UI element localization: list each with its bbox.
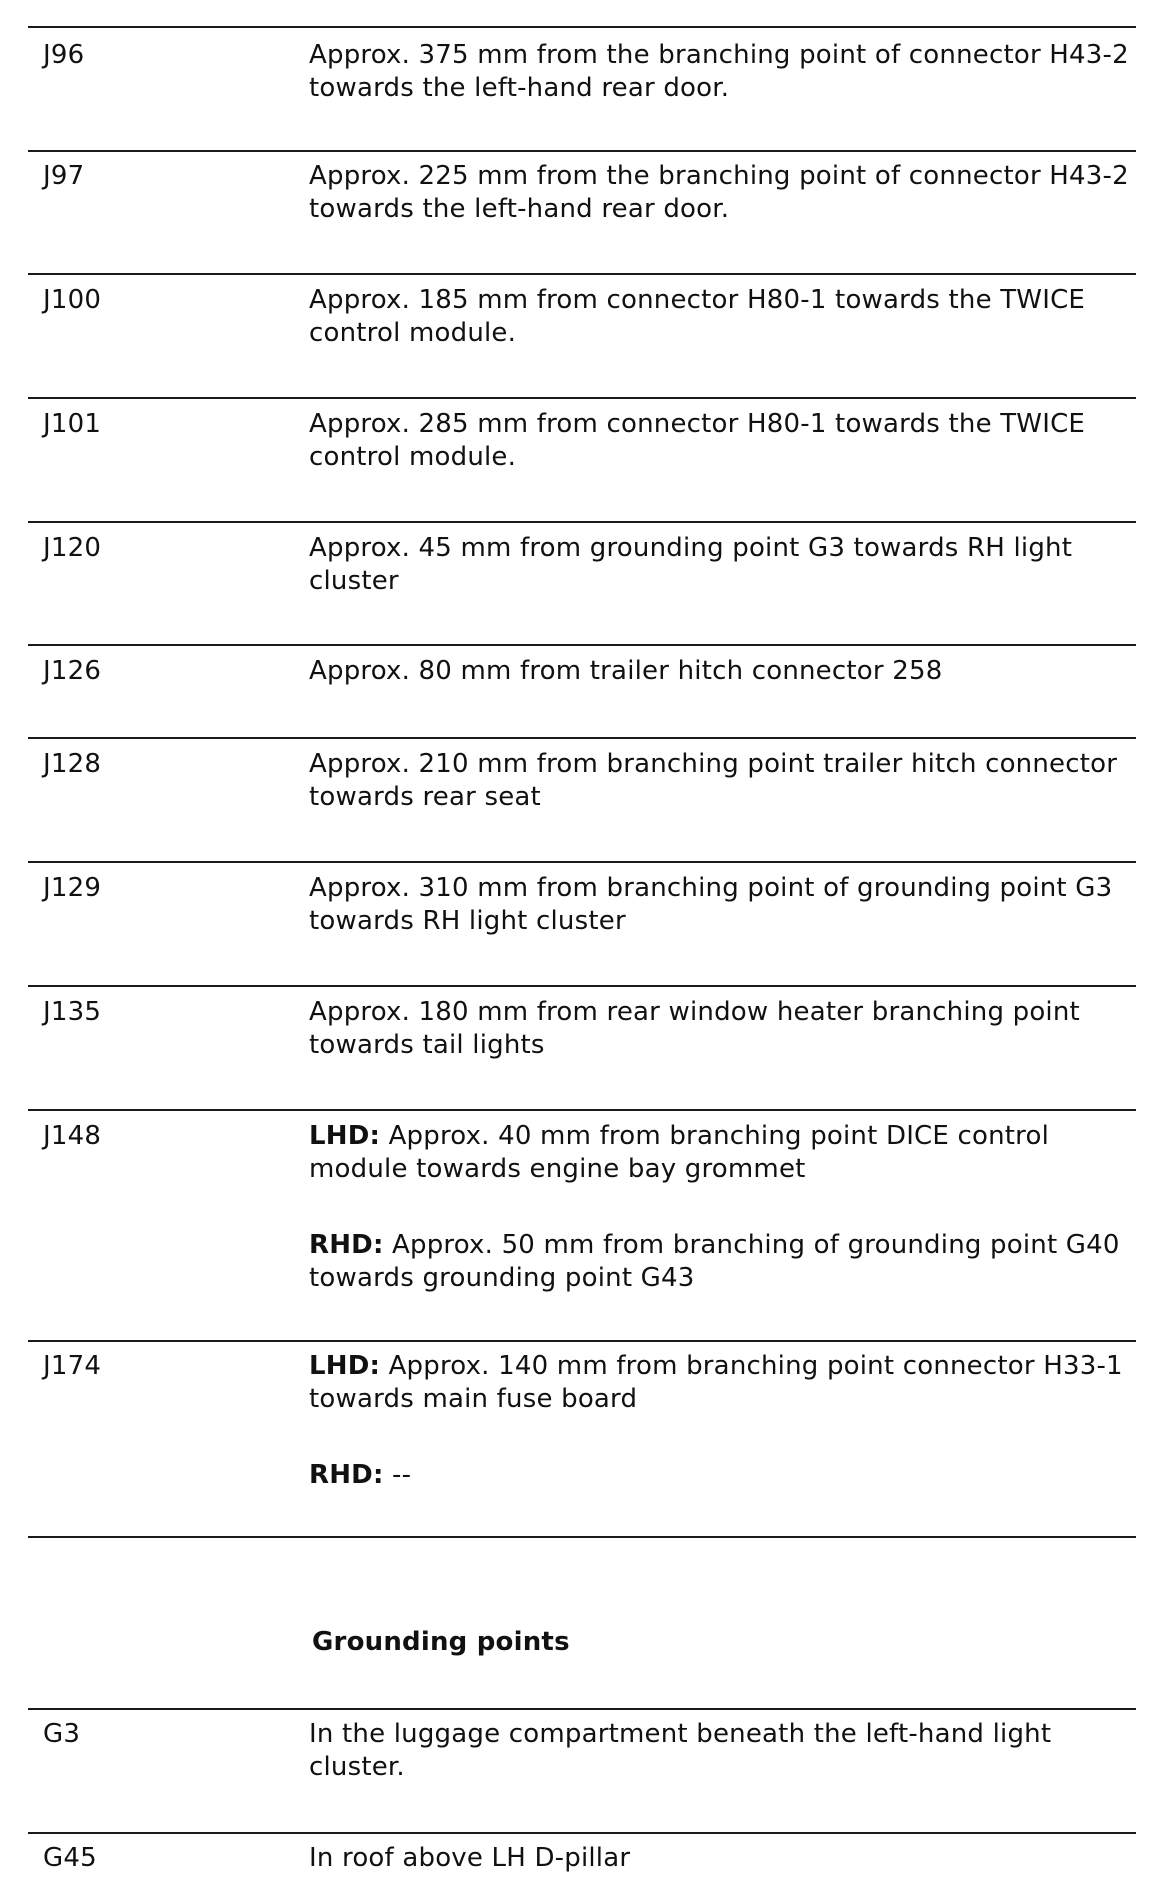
row-divider (28, 150, 1136, 152)
junction-code: J97 (43, 161, 85, 191)
rhd-label: RHD: (309, 1460, 384, 1490)
rhd-label: RHD: (309, 1230, 384, 1260)
lhd-paragraph (309, 1120, 1139, 1186)
junction-code: J148 (43, 1121, 102, 1151)
location-description: Approx. 180 mm from rear window heater branching point towards tail lights (309, 997, 1080, 1060)
location-description: In the luggage compartment beneath the left-hand light cluster. (309, 1719, 1052, 1782)
row-divider (28, 273, 1136, 275)
row-divider (28, 1832, 1136, 1834)
location-description: In roof above LH D-pillar (309, 1843, 631, 1873)
location-description (309, 1120, 1139, 1295)
row-divider (28, 1708, 1136, 1710)
rhd-paragraph (309, 1459, 1139, 1492)
junction-code: J128 (43, 749, 102, 779)
row-divider (28, 737, 1136, 739)
row-divider (28, 985, 1136, 987)
lhd-text: Approx. 40 mm from branching point DICE control module towards engine bay grommet (309, 1121, 1050, 1184)
junction-code: J96 (43, 40, 85, 70)
location-description: Approx. 210 mm from branching point trailer hitch connector towards rear seat (309, 749, 1118, 812)
row-divider (28, 1109, 1136, 1111)
grounding-code: G3 (43, 1719, 81, 1749)
junction-code: J135 (43, 997, 102, 1027)
location-description (309, 1350, 1139, 1492)
lhd-paragraph (309, 1350, 1139, 1416)
section-heading-grounding-points: Grounding points (312, 1627, 570, 1657)
location-description: Approx. 310 mm from branching point of grounding point G3 towards RH light cluster (309, 873, 1113, 936)
rhd-text: Approx. 50 mm from branching of grounding point G40 towards grounding point G43 (309, 1230, 1120, 1293)
lhd-text: Approx. 140 mm from branching point connector H33-1 towards main fuse board (309, 1351, 1123, 1414)
junction-code: J100 (43, 285, 102, 315)
location-description: Approx. 225 mm from the branching point of connector H43-2 towards the left-hand rear door. (309, 161, 1129, 224)
junction-code: J174 (43, 1351, 102, 1381)
rhd-paragraph (309, 1229, 1139, 1295)
row-divider (28, 861, 1136, 863)
lhd-label: LHD: (309, 1121, 381, 1151)
junction-code: J129 (43, 873, 102, 903)
row-divider (28, 521, 1136, 523)
grounding-code: G45 (43, 1843, 97, 1873)
row-divider (28, 644, 1136, 646)
junction-code: J120 (43, 533, 102, 563)
location-description: Approx. 285 mm from connector H80-1 towards the TWICE control module. (309, 409, 1086, 472)
junction-code: J101 (43, 409, 102, 439)
location-description: Approx. 375 mm from the branching point of connector H43-2 towards the left-hand rear door. (309, 40, 1129, 103)
junction-code: J126 (43, 656, 102, 686)
row-divider (28, 26, 1136, 28)
row-divider (28, 1536, 1136, 1538)
location-description: Approx. 80 mm from trailer hitch connector 258 (309, 656, 943, 686)
location-description: Approx. 45 mm from grounding point G3 towards RH light cluster (309, 533, 1073, 596)
lhd-label: LHD: (309, 1351, 381, 1381)
rhd-text: -- (383, 1460, 412, 1490)
row-divider (28, 397, 1136, 399)
location-description: Approx. 185 mm from connector H80-1 towards the TWICE control module. (309, 285, 1086, 348)
row-divider (28, 1340, 1136, 1342)
